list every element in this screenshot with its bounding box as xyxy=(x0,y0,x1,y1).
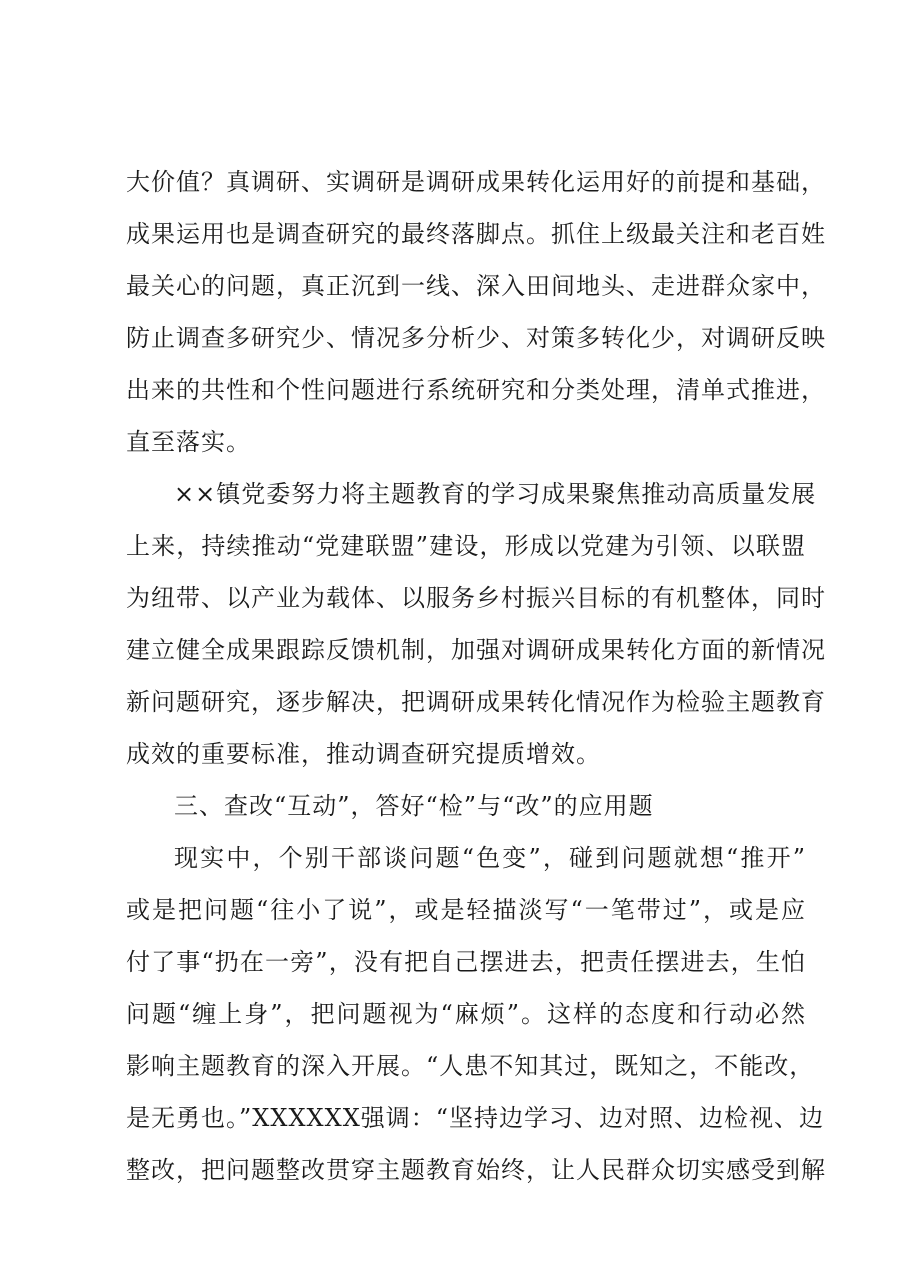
text-line: 大价值？真调研、实调研是调研成果转化运用好的前提和基础， xyxy=(126,168,826,196)
paragraph-first-line: 现实中，个别干部谈问题“色变”，碰到问题就想“推开” xyxy=(174,844,806,872)
section-heading: 三、查改“互动”，答好“检”与“改”的应用题 xyxy=(174,792,654,820)
text-line: 防止调查多研究少、情况多分析少、对策多转化少，对调研反映 xyxy=(126,324,826,352)
text-line: 成果运用也是调查研究的最终落脚点。抓住上级最关注和老百姓 xyxy=(126,220,826,248)
text-line: 直至落实。 xyxy=(126,428,251,456)
text-line: 影响主题教育的深入开展。“人患不知其过，既知之，不能改， xyxy=(126,1052,815,1080)
text-line: 为纽带、以产业为载体、以服务乡村振兴目标的有机整体，同时 xyxy=(126,584,826,612)
text-line: 成效的重要标准，推动调查研究提质增效。 xyxy=(126,740,601,768)
text-line: 整改，把问题整改贯穿主题教育始终，让人民群众切实感受到解 xyxy=(126,1156,826,1184)
paragraph-first-line: ××镇党委努力将主题教育的学习成果聚焦推动高质量发展 xyxy=(174,480,817,508)
text-line: 是无勇也。”XXXXXX强调：“坚持边学习、边对照、边检视、边 xyxy=(126,1104,825,1132)
text-line: 最关心的问题，真正沉到一线、深入田间地头、走进群众家中， xyxy=(126,272,826,300)
text-line: 付了事“扔在一旁”，没有把自己摆进去，把责任摆进去，生怕 xyxy=(126,948,806,976)
text-line: 上来，持续推动“党建联盟”建设，形成以党建为引领、以联盟 xyxy=(126,532,806,560)
text-line: 或是把问题“往小了说”，或是轻描淡写“一笔带过”，或是应 xyxy=(126,896,806,924)
text-line: 出来的共性和个性问题进行系统研究和分类处理，清单式推进， xyxy=(126,376,826,404)
text-line: 问题“缠上身”，把问题视为“麻烦”。这样的态度和行动必然 xyxy=(126,1000,806,1028)
text-line: 建立健全成果跟踪反馈机制，加强对调研成果转化方面的新情况 xyxy=(126,636,826,664)
text-line: 新问题研究，逐步解决，把调研成果转化情况作为检验主题教育 xyxy=(126,688,826,716)
